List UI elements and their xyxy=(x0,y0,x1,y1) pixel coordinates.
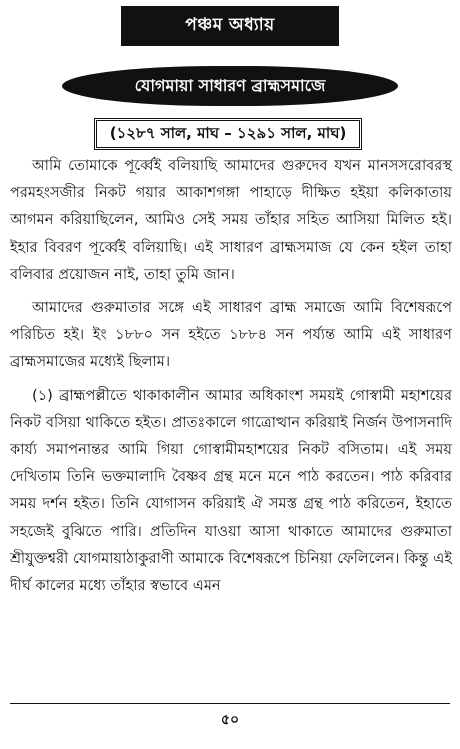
paragraph-2: আমাদের গুরুমাতার সঙ্গে এই সাধারণ ব্রাহ্ম সমাজে আমি বিশেষরূপে পরিচিত হই। ইং ১৮৮০ সন হইতে ১৮৮৪ সন পর্য্যন্ত আমি এই সাধারণ ব্রাহ্মসমাজের মধ্যেই ছিলাম। xyxy=(10,299,452,371)
section-title xyxy=(62,66,398,106)
chapter-heading-text: পঞ্চম অধ্যায় xyxy=(185,15,275,35)
footer-divider xyxy=(10,703,450,704)
date-range-text: (১২৮৭ সাল, মাঘ – ১২৯১ সাল, মাঘ) xyxy=(109,123,347,142)
body-text xyxy=(10,152,452,605)
date-range-box xyxy=(94,118,362,150)
page-number: ৫০ xyxy=(220,712,240,728)
paragraph-1: আমি তোমাকে পূর্ব্বেই বলিয়াছি আমাদের গুরুদেব যখন মানসসরোবরস্থ পরমহংসজীর নিকট গয়ার আকাশগঙ্গা পাহাড়ে দীক্ষিত হইয়া কলিকাতায় আগমন করিয়াছিলেন, আমিও সেই সময় তাঁহার সহিত আসিয়া মিলিত হই। ইহার বিবরণ পূর্ব্বেই বলিয়াছি। এই সাধারণ ব্রাহ্মসমাজ যে কেন হইল তাহা বলিবার প্রয়োজন নাই, তাহা তুমি জান। xyxy=(10,157,452,283)
chapter-heading xyxy=(121,6,339,46)
section-title-text: যোগমায়া সাধারণ ব্রাহ্মসমাজে xyxy=(134,75,326,95)
paragraph-3: (১) ব্রাহ্মপল্লীতে থাকাকালীন আমার অধিকাংশ সময়ই গোস্বামী মহাশয়ের নিকট বসিয়া থাকিতে হইত। প্রাতঃকালে গাত্রোত্থান করিয়াই নির্জন উপাসনাদি কার্য্য সমাপনান্তর আমি গিয়া গোস্বামীমহাশয়ের নিকট বসিতাম। এই সময় দেখিতাম তিনি ভক্তমালাদি বৈষ্ণব গ্রন্থ মনে মনে পাঠ করতেন। পাঠ করিবার সময় দর্শন হইত। তিনি যোগাসন করিয়াই ঐ সমস্ত গ্রন্থ পাঠ করিতেন, ইহাতে সহজেই বুঝিতে পারি। প্রতিদিন যাওয়া আসা থাকাতে আমাদের গুরুমাতা শ্রীযুক্তশ্বরী যোগমায়াঠাকুরাণী আমাকে বিশেষরূপে চিনিয়া ফেলিলেন। কিন্তু এই দীর্ঘ কালের মধ্যে তাঁহার স্বভাবে এমন xyxy=(10,386,452,595)
